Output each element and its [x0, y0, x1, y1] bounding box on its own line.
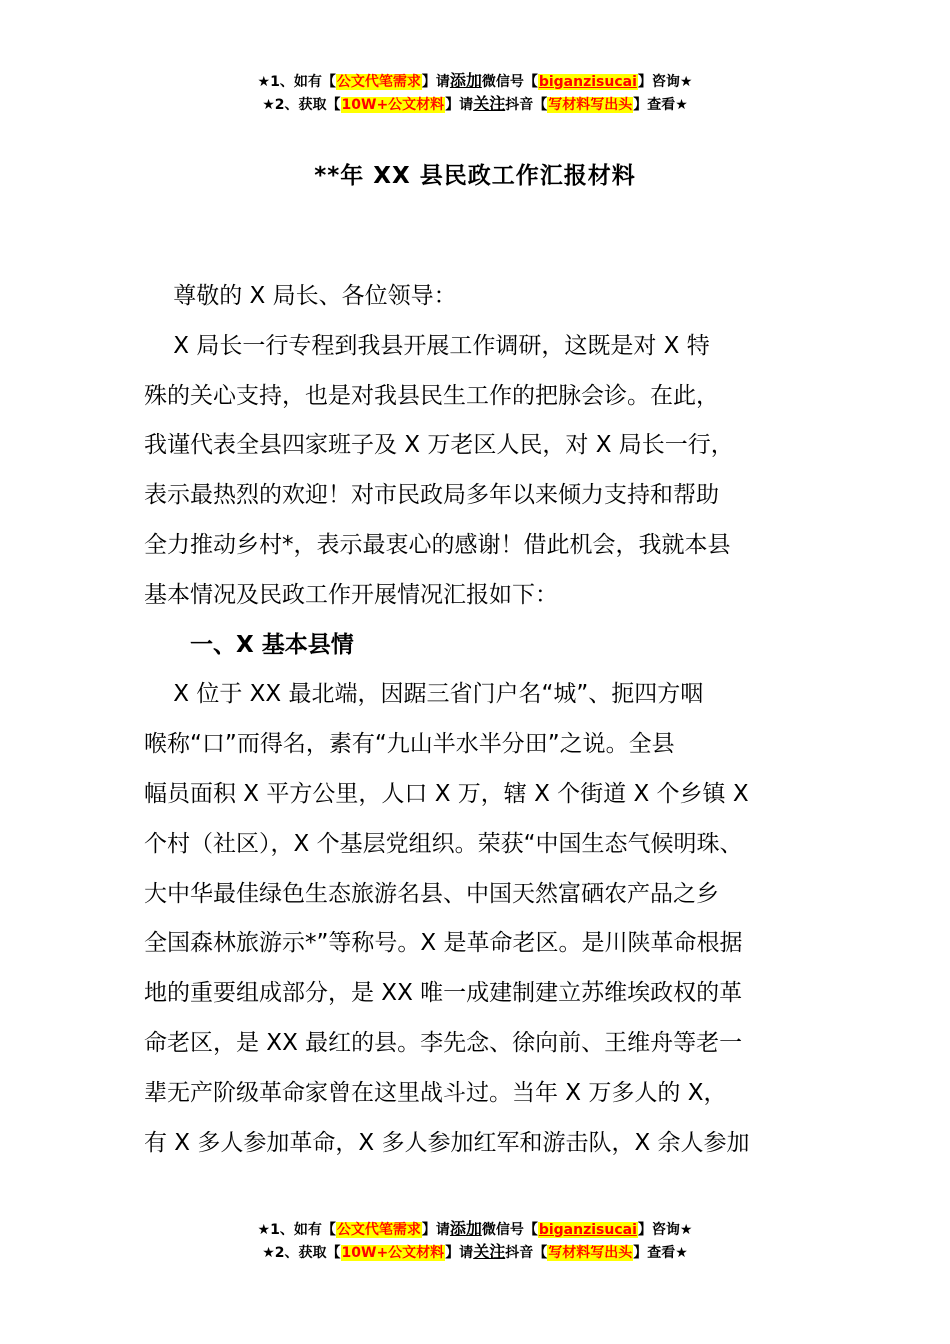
- banner-line-1: [0, 1218, 950, 1241]
- banner-text: 微信号【: [481, 74, 538, 90]
- banner-text: 】请: [445, 1245, 474, 1261]
- body-line: 尊敬的 X 局长、各位领导：: [144, 283, 457, 309]
- banner-text: ★1、如有【: [257, 1222, 336, 1238]
- header-banner: [0, 70, 950, 116]
- banner-text: ★2、获取【: [262, 1245, 341, 1261]
- banner-text: 】咨询★: [637, 74, 693, 90]
- highlight-service: 公文代笔需求: [336, 74, 421, 90]
- body-line: 命老区，是 XX 最红的县。李先念、徐向前、王维舟等老一: [144, 1029, 743, 1056]
- banner-line-1: [0, 70, 950, 93]
- keyword-follow: 关注: [473, 94, 506, 113]
- douyin-id: 写材料写出头: [548, 97, 633, 113]
- section-heading: 一、X 基本县情: [190, 631, 354, 658]
- banner-text: 】咨询★: [637, 1222, 693, 1238]
- body-line: 辈无产阶级革命家曾在这里战斗过。当年 X 万多人的 X，: [144, 1079, 727, 1106]
- banner-text: 】请: [421, 74, 450, 90]
- keyword-follow: 关注: [473, 1242, 506, 1261]
- body-line: 殊的关心支持，也是对我县民生工作的把脉会诊。在此，: [144, 382, 719, 409]
- body-line: 幅员面积 X 平方公里，人口 X 万，辖 X 个街道 X 个乡镇 X: [144, 780, 749, 807]
- highlight-materials: 10W+公文材料: [341, 1245, 445, 1261]
- banner-text: ★1、如有【: [257, 74, 336, 90]
- body-line: 地的重要组成部分，是 XX 唯一成建制建立苏维埃政权的革: [144, 980, 743, 1007]
- banner-text: 抖音【: [505, 1245, 548, 1261]
- highlight-materials: 10W+公文材料: [341, 97, 445, 113]
- banner-line-2: [0, 1241, 950, 1264]
- banner-text: 】请: [421, 1222, 450, 1238]
- body-line: X 局长一行专程到我县开展工作调研，这既是对 X 特: [144, 332, 710, 359]
- banner-text: 】请: [445, 97, 474, 113]
- banner-text: 抖音【: [505, 97, 548, 113]
- body-line: 我谨代表全县四家班子及 X 万老区人民，对 X 局长一行，: [144, 432, 734, 459]
- keyword-add: 添加: [449, 1219, 482, 1238]
- document-title: **年 XX 县民政工作汇报材料: [314, 163, 636, 189]
- banner-text: ★2、获取【: [262, 97, 341, 113]
- body-line: 表示最热烈的欢迎！对市民政局多年以来倾力支持和帮助: [144, 482, 719, 509]
- wechat-id: biganzisucai: [538, 74, 637, 90]
- highlight-service: 公文代笔需求: [336, 1222, 421, 1238]
- keyword-add: 添加: [449, 71, 482, 90]
- document-body: [144, 272, 812, 1168]
- body-line: 全国森林旅游示*”等称号。X 是革命老区。是川陕革命根据: [144, 930, 743, 957]
- body-line: 喉称“口”而得名，素有“九山半水半分田”之说。全县: [144, 731, 675, 758]
- banner-text: 】查看★: [633, 1245, 688, 1261]
- body-line: 基本情况及民政工作开展情况汇报如下：: [144, 581, 558, 608]
- body-line: 大中华最佳绿色生态旅游名县、中国天然富硒农产品之乡: [144, 880, 719, 907]
- wechat-id: biganzisucai: [538, 1222, 637, 1238]
- body-line: 有 X 多人参加革命，X 多人参加红军和游击队，X 余人参加: [144, 1129, 750, 1156]
- body-line: 个村（社区），X 个基层党组织。荣获“中国生态气候明珠、: [144, 830, 743, 857]
- body-line: 全力推动乡村*，表示最衷心的感谢！借此机会，我就本县: [144, 531, 731, 558]
- banner-line-2: [0, 93, 950, 116]
- banner-text: 】查看★: [633, 97, 688, 113]
- body-line: X 位于 XX 最北端，因踞三省门户名“城”、扼四方咽: [144, 681, 704, 708]
- douyin-id: 写材料写出头: [548, 1245, 633, 1261]
- banner-text: 微信号【: [481, 1222, 538, 1238]
- footer-banner: [0, 1218, 950, 1264]
